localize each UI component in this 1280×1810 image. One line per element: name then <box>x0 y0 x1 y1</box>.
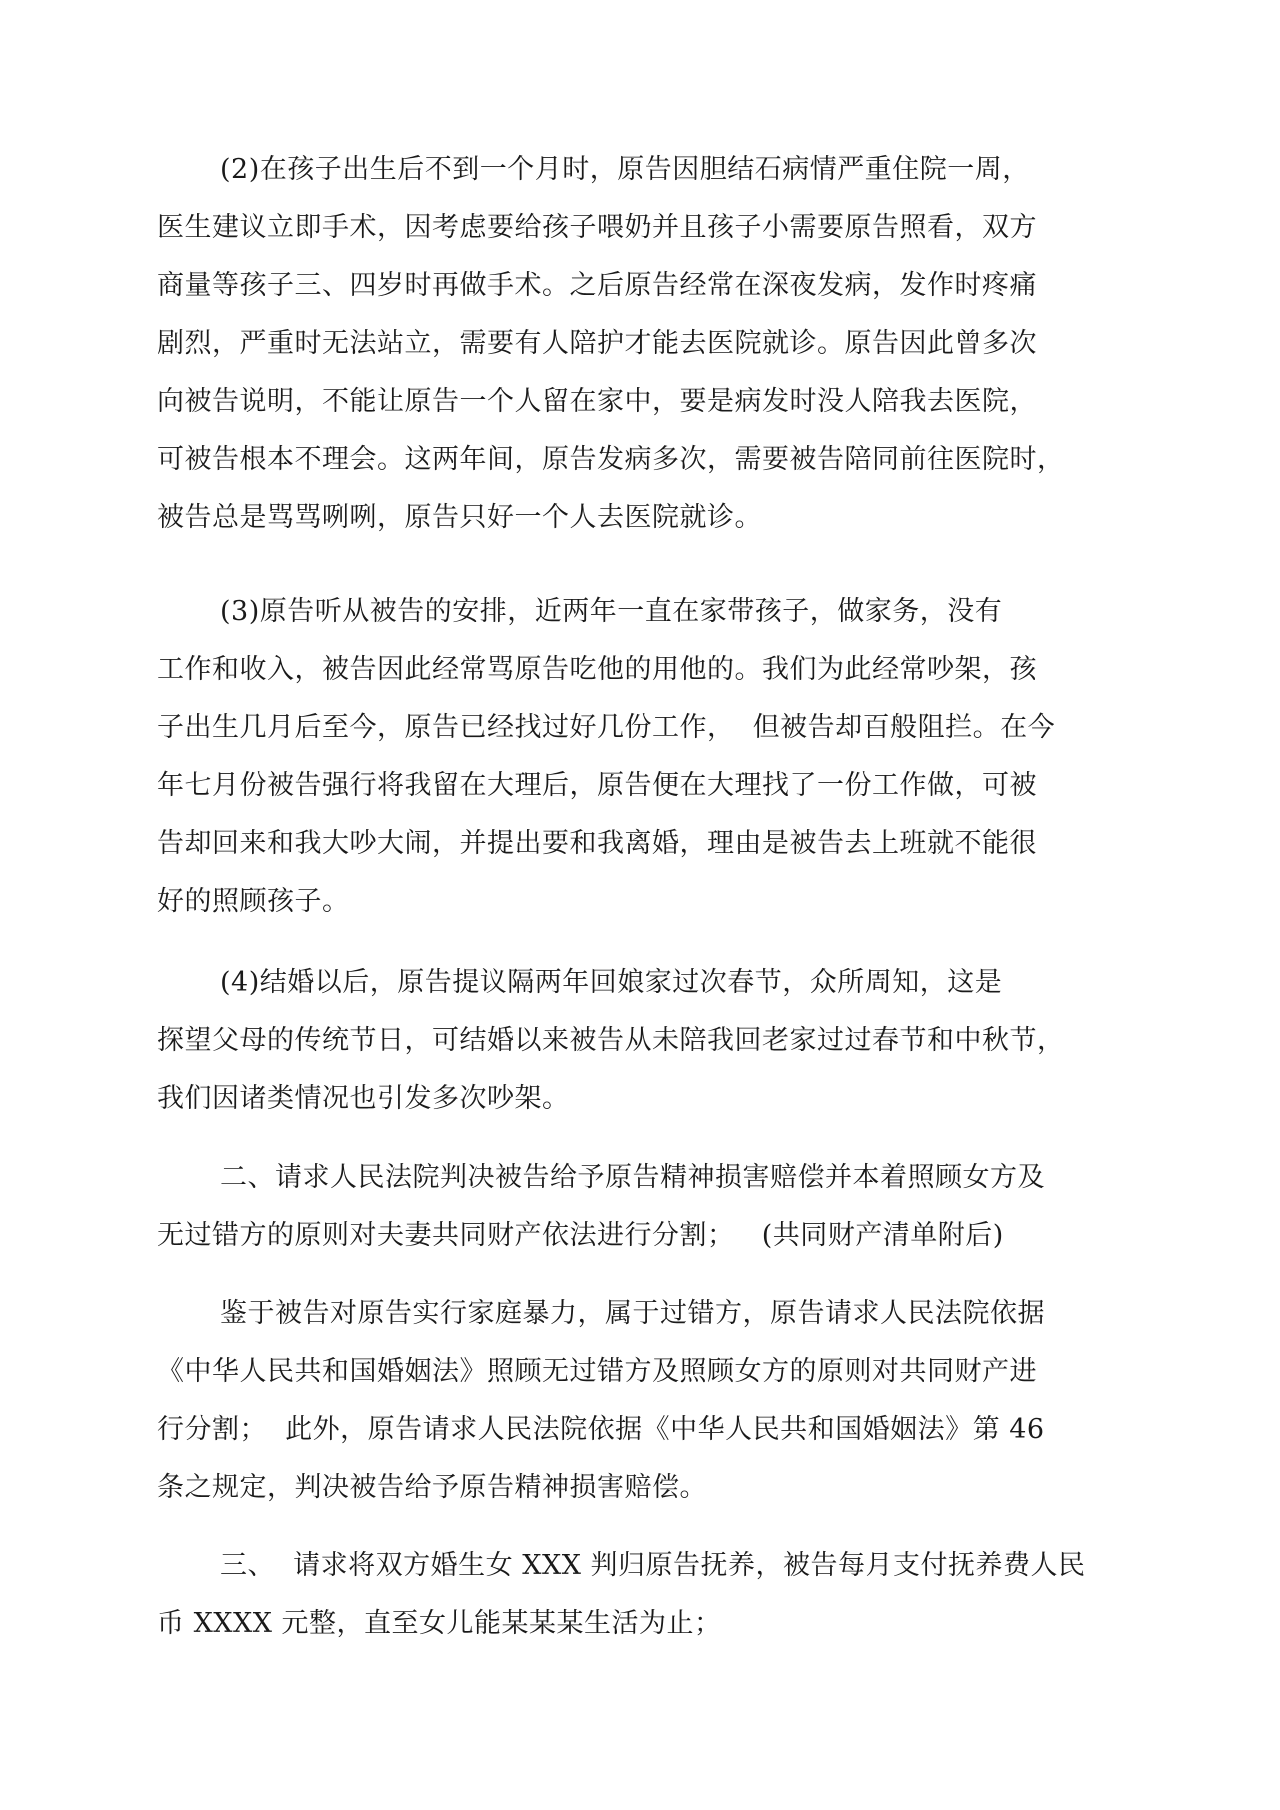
text-line: 剧烈，严重时无法站立，需要有人陪护才能去医院就诊。原告因此曾多次 <box>157 328 1037 359</box>
text-line: (2)在孩子出生后不到一个月时，原告因胆结石病情严重住院一周， <box>220 154 1030 185</box>
text-line: 可被告根本不理会。这两年间，原告发病多次，需要被告陪同前往医院时， <box>157 444 1065 475</box>
text-line: (4)结婚以后，原告提议隔两年回娘家过次春节，众所周知，这是 <box>220 967 1003 998</box>
text-line: 好的照顾孩子。 <box>157 886 350 917</box>
text-line: 无过错方的原则对夫妻共同财产依法进行分割； (共同财产清单附后) <box>157 1220 1004 1251</box>
text-line: (3)原告听从被告的安排，近两年一直在家带孩子，做家务，没有 <box>220 596 1003 627</box>
text-line: 告却回来和我大吵大闹，并提出要和我离婚，理由是被告去上班就不能很 <box>157 828 1037 859</box>
legal-basis-paragraph <box>157 1285 1137 1517</box>
claim-three-paragraph <box>157 1537 1137 1653</box>
text-line: 币 XXXX 元整，直至女儿能某某某生活为止； <box>157 1608 722 1639</box>
text-line: 医生建议立即手术，因考虑要给孩子喂奶并且孩子小需要原告照看，双方 <box>157 212 1037 243</box>
paragraph-item-3 <box>157 583 1137 931</box>
text-line: 鉴于被告对原告实行家庭暴力，属于过错方，原告请求人民法院依据 <box>220 1298 1045 1329</box>
text-line: 三、 请求将双方婚生女 XXX 判归原告抚养，被告每月支付抚养费人民 <box>220 1550 1086 1581</box>
text-line: 被告总是骂骂咧咧，原告只好一个人去医院就诊。 <box>157 502 762 533</box>
text-line: 子出生几月后至今，原告已经找过好几份工作， 但被告却百般阻拦。在今 <box>157 712 1056 743</box>
text-line: 年七月份被告强行将我留在大理后，原告便在大理找了一份工作做，可被 <box>157 770 1037 801</box>
text-line: 《中华人民共和国婚姻法》照顾无过错方及照顾女方的原则对共同财产进 <box>157 1356 1037 1387</box>
text-line: 向被告说明，不能让原告一个人留在家中，要是病发时没人陪我去医院， <box>157 386 1037 417</box>
text-line: 行分割； 此外，原告请求人民法院依据《中华人民共和国婚姻法》第 46 <box>157 1414 1045 1445</box>
text-line: 商量等孩子三、四岁时再做手术。之后原告经常在深夜发病，发作时疼痛 <box>157 270 1037 301</box>
paragraph-item-4 <box>157 954 1137 1128</box>
text-line: 工作和收入，被告因此经常骂原告吃他的用他的。我们为此经常吵架，孩 <box>157 654 1037 685</box>
text-line: 探望父母的传统节日，可结婚以来被告从未陪我回老家过过春节和中秋节， <box>157 1025 1065 1056</box>
text-line: 我们因诸类情况也引发多次吵架。 <box>157 1083 570 1114</box>
text-line: 条之规定，判决被告给予原告精神损害赔偿。 <box>157 1472 707 1503</box>
claim-two-paragraph <box>157 1149 1137 1265</box>
text-line: 二、请求人民法院判决被告给予原告精神损害赔偿并本着照顾女方及 <box>220 1162 1045 1193</box>
paragraph-item-2 <box>157 141 1137 547</box>
